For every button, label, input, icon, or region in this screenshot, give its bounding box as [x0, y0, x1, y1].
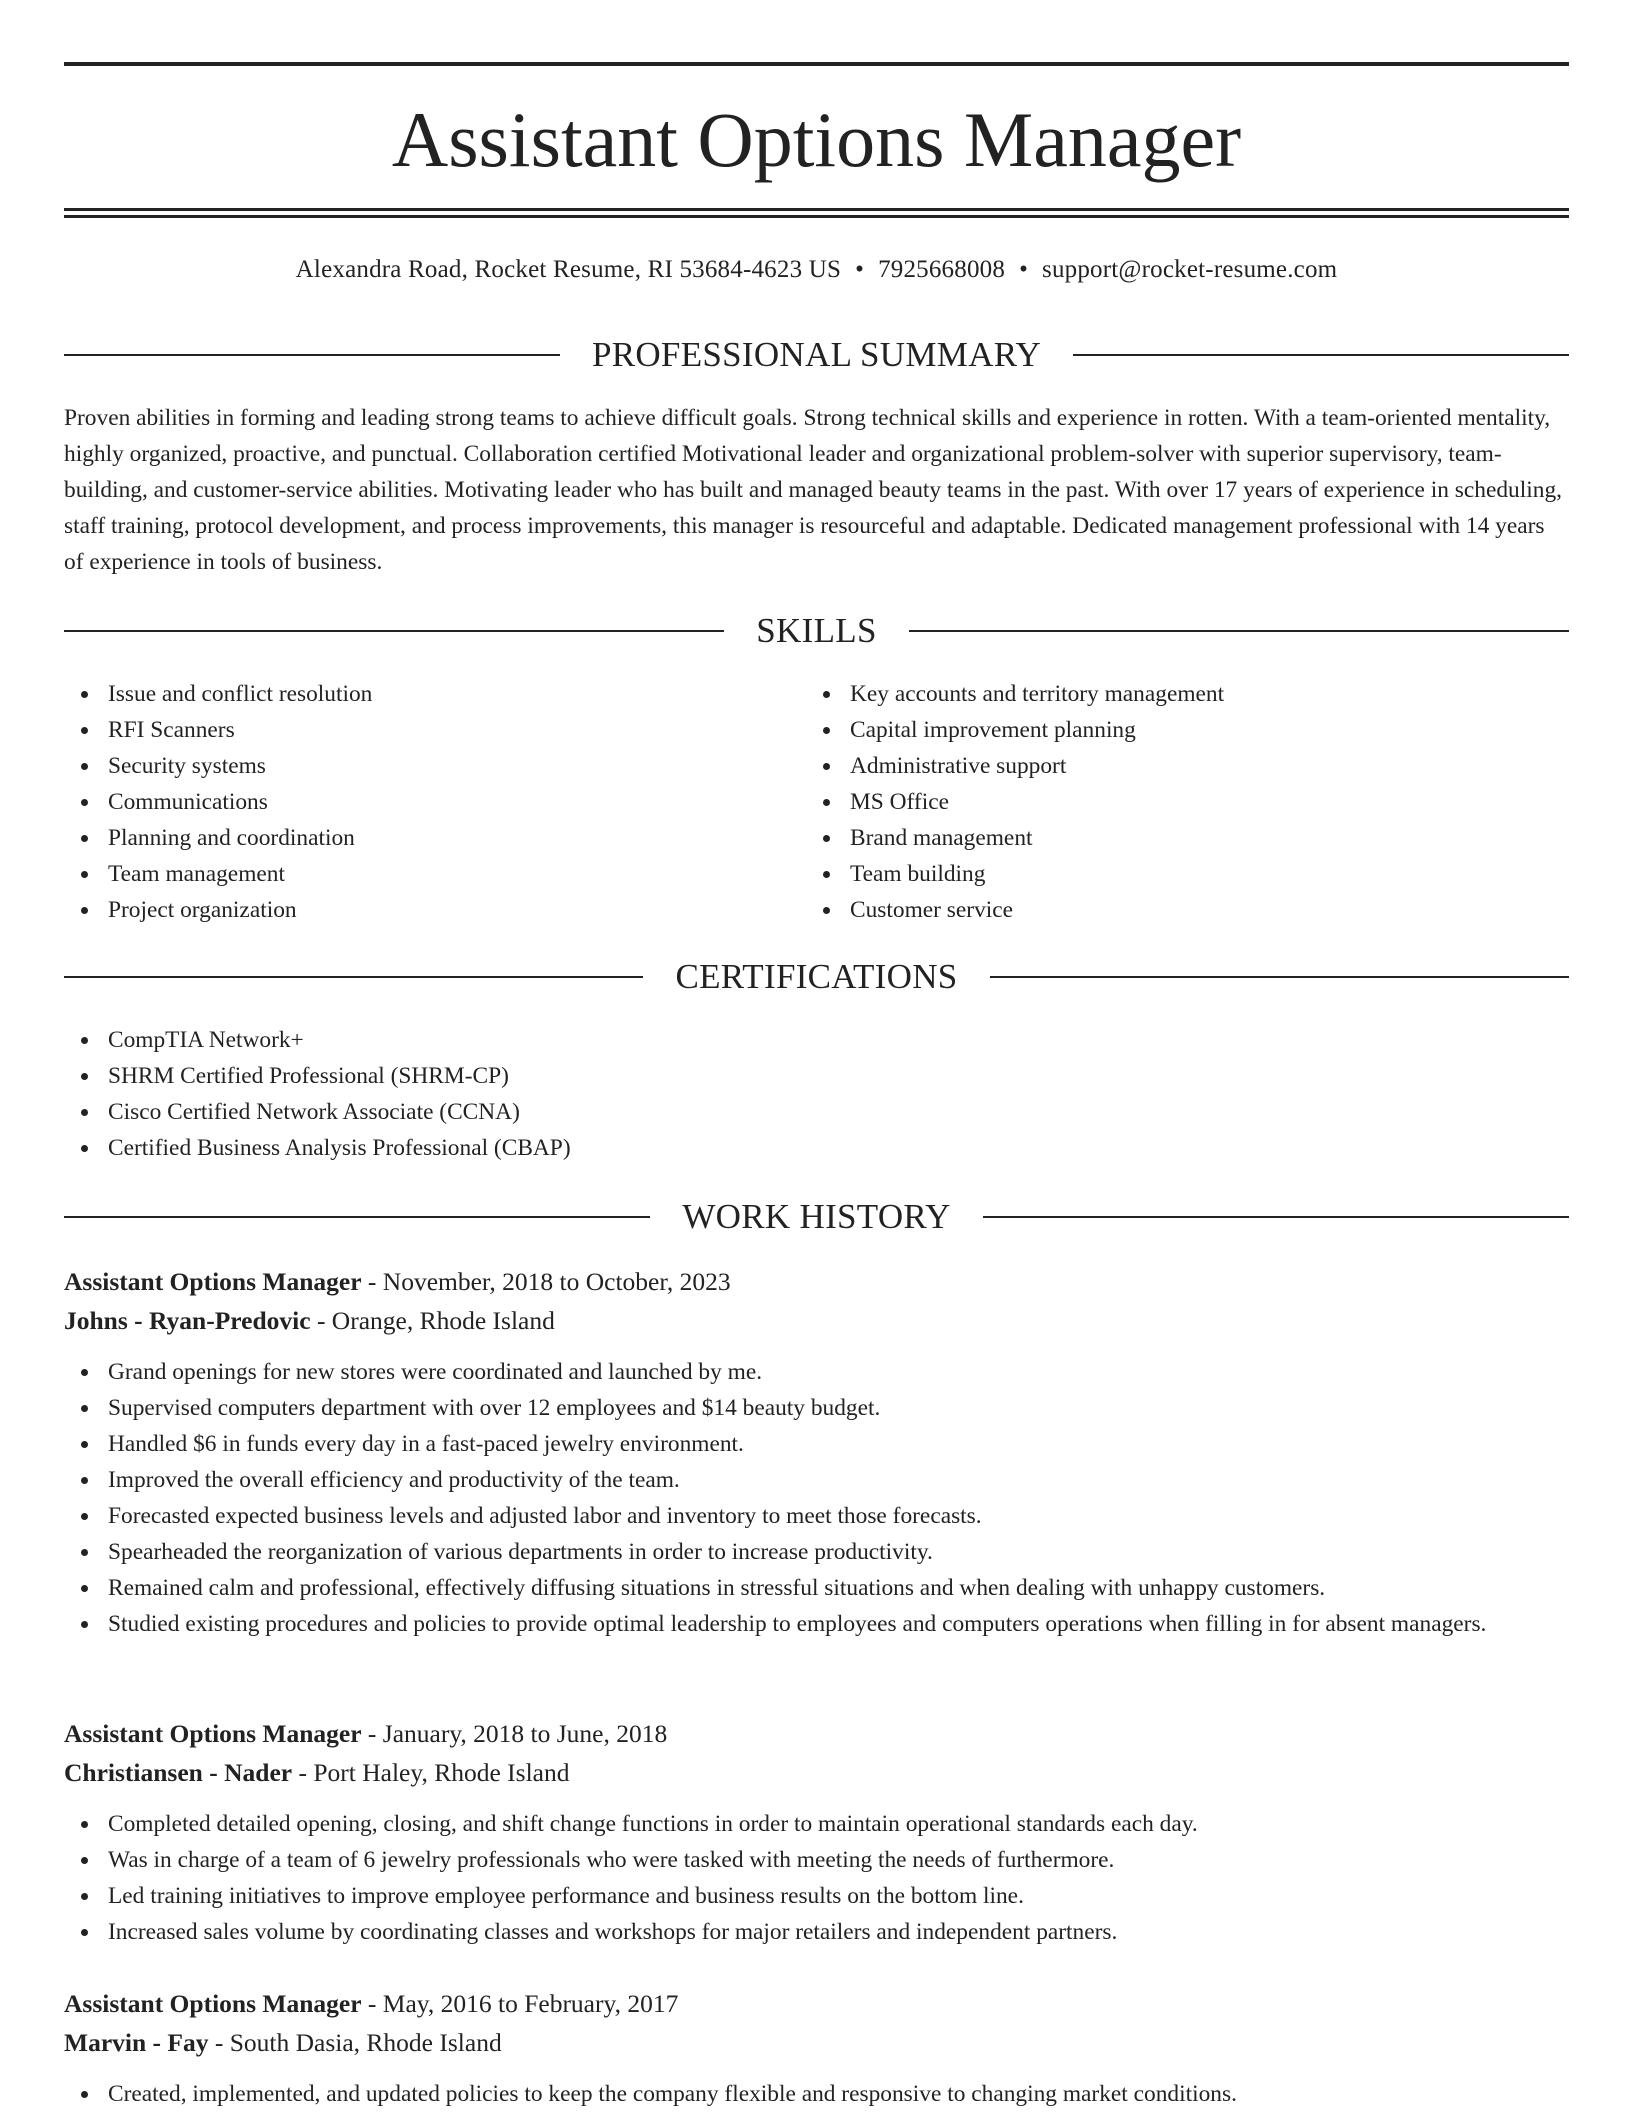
section-rule-left — [64, 354, 560, 356]
job-title-line — [64, 1262, 1569, 1301]
job-entry — [64, 1714, 1569, 1950]
job-role: Assistant Options Manager — [64, 1267, 362, 1296]
job-bullet: Created, implemented, and updated policies to keep the company flexible and responsive to changing market conditions. — [64, 2076, 1569, 2112]
job-bullet: Led training initiatives to improve employee performance and business results on the bottom line. — [64, 1878, 1569, 1914]
section-title-certifications: CERTIFICATIONS — [675, 957, 958, 996]
skill-item: Planning and coordination — [64, 820, 804, 856]
certification-item: Certified Business Analysis Professional (CBAP) — [64, 1130, 1569, 1166]
job-bullet: Grand openings for new stores were coordinated and launched by me. — [64, 1354, 1569, 1390]
job-bullet: Studied existing procedures and policies to provide optimal leadership to employees and computers operations when filling in for absent managers. — [64, 1606, 1569, 1642]
section-header-skills — [64, 609, 1569, 653]
job-company-line — [64, 2023, 1569, 2062]
skill-item: Team building — [806, 856, 1569, 892]
section-title-summary: PROFESSIONAL SUMMARY — [591, 335, 1042, 374]
skill-item: Brand management — [806, 820, 1569, 856]
contact-email: support@rocket-resume.com — [1042, 256, 1338, 283]
section-title-work-history: WORK HISTORY — [682, 1197, 951, 1236]
section-header-work-history — [64, 1195, 1569, 1239]
job-company: Marvin - Fay — [64, 2028, 209, 2057]
job-company-line — [64, 1301, 1569, 1340]
job-entry — [64, 1262, 1569, 1642]
job-bullet: Supervised computers department with over 12 employees and $14 beauty budget. — [64, 1390, 1569, 1426]
section-rule-left — [64, 976, 643, 978]
section-title-skills: SKILLS — [756, 611, 877, 650]
skills-list-left — [64, 676, 804, 928]
job-dates: - January, 2018 to June, 2018 — [361, 1719, 668, 1748]
skill-item: MS Office — [806, 784, 1569, 820]
section-rule-right — [909, 630, 1569, 632]
certification-item: SHRM Certified Professional (SHRM-CP) — [64, 1058, 1569, 1094]
section-rule-right — [1073, 354, 1569, 356]
header-double-rule-lower — [64, 215, 1569, 218]
header-double-rule-upper — [64, 208, 1569, 211]
job-title-line — [64, 1714, 1569, 1753]
section-header-summary — [64, 333, 1569, 377]
skill-item: Project organization — [64, 892, 804, 928]
job-dates: - November, 2018 to October, 2023 — [361, 1267, 731, 1296]
job-location: - South Dasia, Rhode Island — [208, 2028, 502, 2057]
job-bullet: Increased sales volume by coordinating classes and workshops for major retailers and independent partners. — [64, 1914, 1569, 1950]
job-bullet: Spearheaded the reorganization of various departments in order to increase productivity. — [64, 1534, 1569, 1570]
job-title-line — [64, 1984, 1569, 2023]
skill-item: Customer service — [806, 892, 1569, 928]
job-location: - Port Haley, Rhode Island — [292, 1758, 570, 1787]
skill-item: Issue and conflict resolution — [64, 676, 804, 712]
job-bullets — [64, 1354, 1569, 1642]
section-rule-right — [990, 976, 1569, 978]
skill-item: Team management — [64, 856, 804, 892]
job-bullet: Improved the overall efficiency and productivity of the team. — [64, 1462, 1569, 1498]
contact-separator: • — [855, 256, 865, 283]
skill-item: Key accounts and territory management — [806, 676, 1569, 712]
section-rule-right — [983, 1216, 1569, 1218]
skill-item: Administrative support — [806, 748, 1569, 784]
job-bullet: Was in charge of a team of 6 jewelry professionals who were tasked with meeting the needs of furthermore. — [64, 1842, 1569, 1878]
job-bullets — [64, 2076, 1569, 2112]
job-location: - Orange, Rhode Island — [310, 1306, 555, 1335]
job-company: Christiansen - Nader — [64, 1758, 293, 1787]
section-header-certifications — [64, 955, 1569, 999]
certification-item: CompTIA Network+ — [64, 1022, 1569, 1058]
job-role: Assistant Options Manager — [64, 1989, 362, 2018]
job-bullet: Forecasted expected business levels and adjusted labor and inventory to meet those forecasts. — [64, 1498, 1569, 1534]
contact-separator: • — [1019, 256, 1029, 283]
page-title: Assistant Options Manager — [391, 96, 1242, 183]
job-bullet: Remained calm and professional, effectively diffusing situations in stressful situations and when dealing with unhappy customers. — [64, 1570, 1569, 1606]
section-rule-left — [64, 1216, 650, 1218]
contact-phone: 7925668008 — [878, 256, 1006, 283]
job-bullet: Handled $6 in funds every day in a fast-paced jewelry environment. — [64, 1426, 1569, 1462]
job-company: Johns - Ryan-Predovic — [64, 1306, 311, 1335]
summary-text: Proven abilities in forming and leading strong teams to achieve difficult goals. Strong technical skills and experience in rotten. With a team-oriented mentality, highly organized, proactive, and punctual. Collaboration certified Motivational leader and organizational problem-solver with superior supervisory, team-building, and customer-service abilities. Motivating leader who has built and managed beauty teams in the past. With over 17 years of experience in scheduling, staff training, protocol development, and process improvements, this manager is resourceful and adaptable. Dedicated management professional with 14 years of experience in tools of business. — [64, 405, 1562, 575]
job-entry — [64, 1984, 1569, 2112]
contact-address: Alexandra Road, Rocket Resume, RI 53684-4623 US — [295, 256, 842, 283]
contact-line — [64, 252, 1569, 288]
section-rule-left — [64, 630, 724, 632]
job-bullets — [64, 1806, 1569, 1950]
skill-item: Communications — [64, 784, 804, 820]
certification-item: Cisco Certified Network Associate (CCNA) — [64, 1094, 1569, 1130]
job-company-line — [64, 1753, 1569, 1792]
job-dates: - May, 2016 to February, 2017 — [361, 1989, 679, 2018]
job-role: Assistant Options Manager — [64, 1719, 362, 1748]
certifications-list — [64, 1022, 1569, 1166]
skills-list-right — [806, 676, 1569, 928]
skill-item: Capital improvement planning — [806, 712, 1569, 748]
header-top-rule — [64, 62, 1569, 66]
job-bullet: Completed detailed opening, closing, and shift change functions in order to maintain operational standards each day. — [64, 1806, 1569, 1842]
skill-item: RFI Scanners — [64, 712, 804, 748]
skill-item: Security systems — [64, 748, 804, 784]
